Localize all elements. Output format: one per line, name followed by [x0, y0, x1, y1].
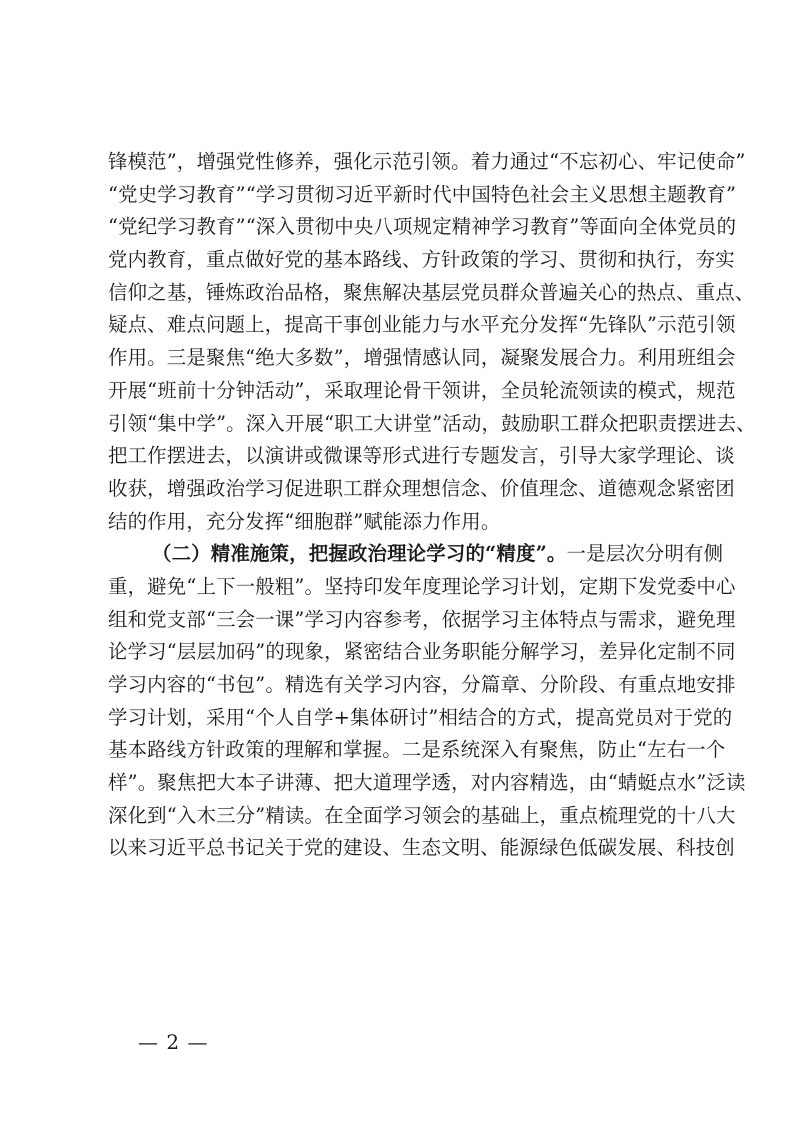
text-line: 组和党支部“三会一课”学习内容参考，依据学习主体特点与需求，避免理 [108, 607, 736, 631]
text-line: 作用。三是聚焦“绝大多数”，增强情感认同，凝聚发展合力。利用班组会 [108, 346, 736, 370]
text-line: 重，避免“上下一般粗”。坚持印发年度理论学习计划，定期下发党委中心 [108, 574, 736, 598]
text-line: “党史学习教育”“学习贯彻习近平新时代中国特色社会主义思想主题教育” [108, 182, 737, 206]
section-heading-continuation: 一是层次分明有侧 [566, 542, 724, 566]
section-heading-line [108, 538, 724, 571]
text-line: 样”。聚焦把大本子讲薄、把大道理学透，对内容精选，由“蜻蜓点水”泛读 [108, 771, 746, 795]
text-line: 信仰之基，锤炼政治品格，聚焦解决基层党员群众普遍关心的热点、重点、 [108, 280, 755, 304]
page-number: — 2 — [138, 1030, 209, 1054]
text-line: “党纪学习教育”“深入贯彻中央八项规定精神学习教育”等面向全体党员的 [108, 215, 737, 239]
text-line: 收获，增强政治学习促进职工群众理想信念、价值理念、道德观念紧密团 [108, 476, 735, 500]
text-line: 学习内容的“书包”。精选有关学习内容，分篇章、分阶段、有重点地安排 [108, 673, 736, 696]
section-heading: （二）精准施策，把握政治理论学习的“精度”。 [152, 542, 567, 566]
text-line: 基本路线方针政策的理解和掌握。二是系统深入有聚焦，防止“左右一个 [108, 738, 726, 762]
text-line: 引领“集中学”。深入开展“职工大讲堂”活动，鼓励职工群众把职责摆进去、 [108, 411, 756, 435]
text-line: 把工作摆进去，以演讲或微课等形式进行专题发言，引导大家学理论、谈 [108, 444, 735, 468]
text-line: 锋模范”，增强党性修养，强化示范引领。着力通过“不忘初心、牢记使命” [108, 150, 746, 173]
text-line: 开展“班前十分钟活动”，采取理论骨干领讲，全员轮流领读的模式，规范 [108, 378, 736, 402]
text-line: 疑点、难点问题上，提高干事创业能力与水平充分发挥“先锋队”示范引领 [108, 313, 736, 337]
text-line: 党内教育，重点做好党的基本路线、方针政策的学习、贯彻和执行，夯实 [108, 248, 735, 272]
text-line: 论学习“层层加码”的现象，紧密结合业务职能分解学习，差异化定制不同 [108, 640, 736, 664]
text-line: 结的作用，充分发挥“细胞群”赋能添力作用。 [108, 509, 501, 533]
text-line: 深化到“入木三分”精读。在全面学习领会的基础上，重点梳理党的十八大 [108, 803, 736, 827]
text-line: 以来习近平总书记关于党的建设、生态文明、能源绿色低碳发展、科技创 [108, 836, 735, 860]
text-line: 学习计划，采用“个人自学+集体研讨”相结合的方式，提高党员对于党的 [108, 705, 733, 729]
body-text [108, 146, 756, 865]
